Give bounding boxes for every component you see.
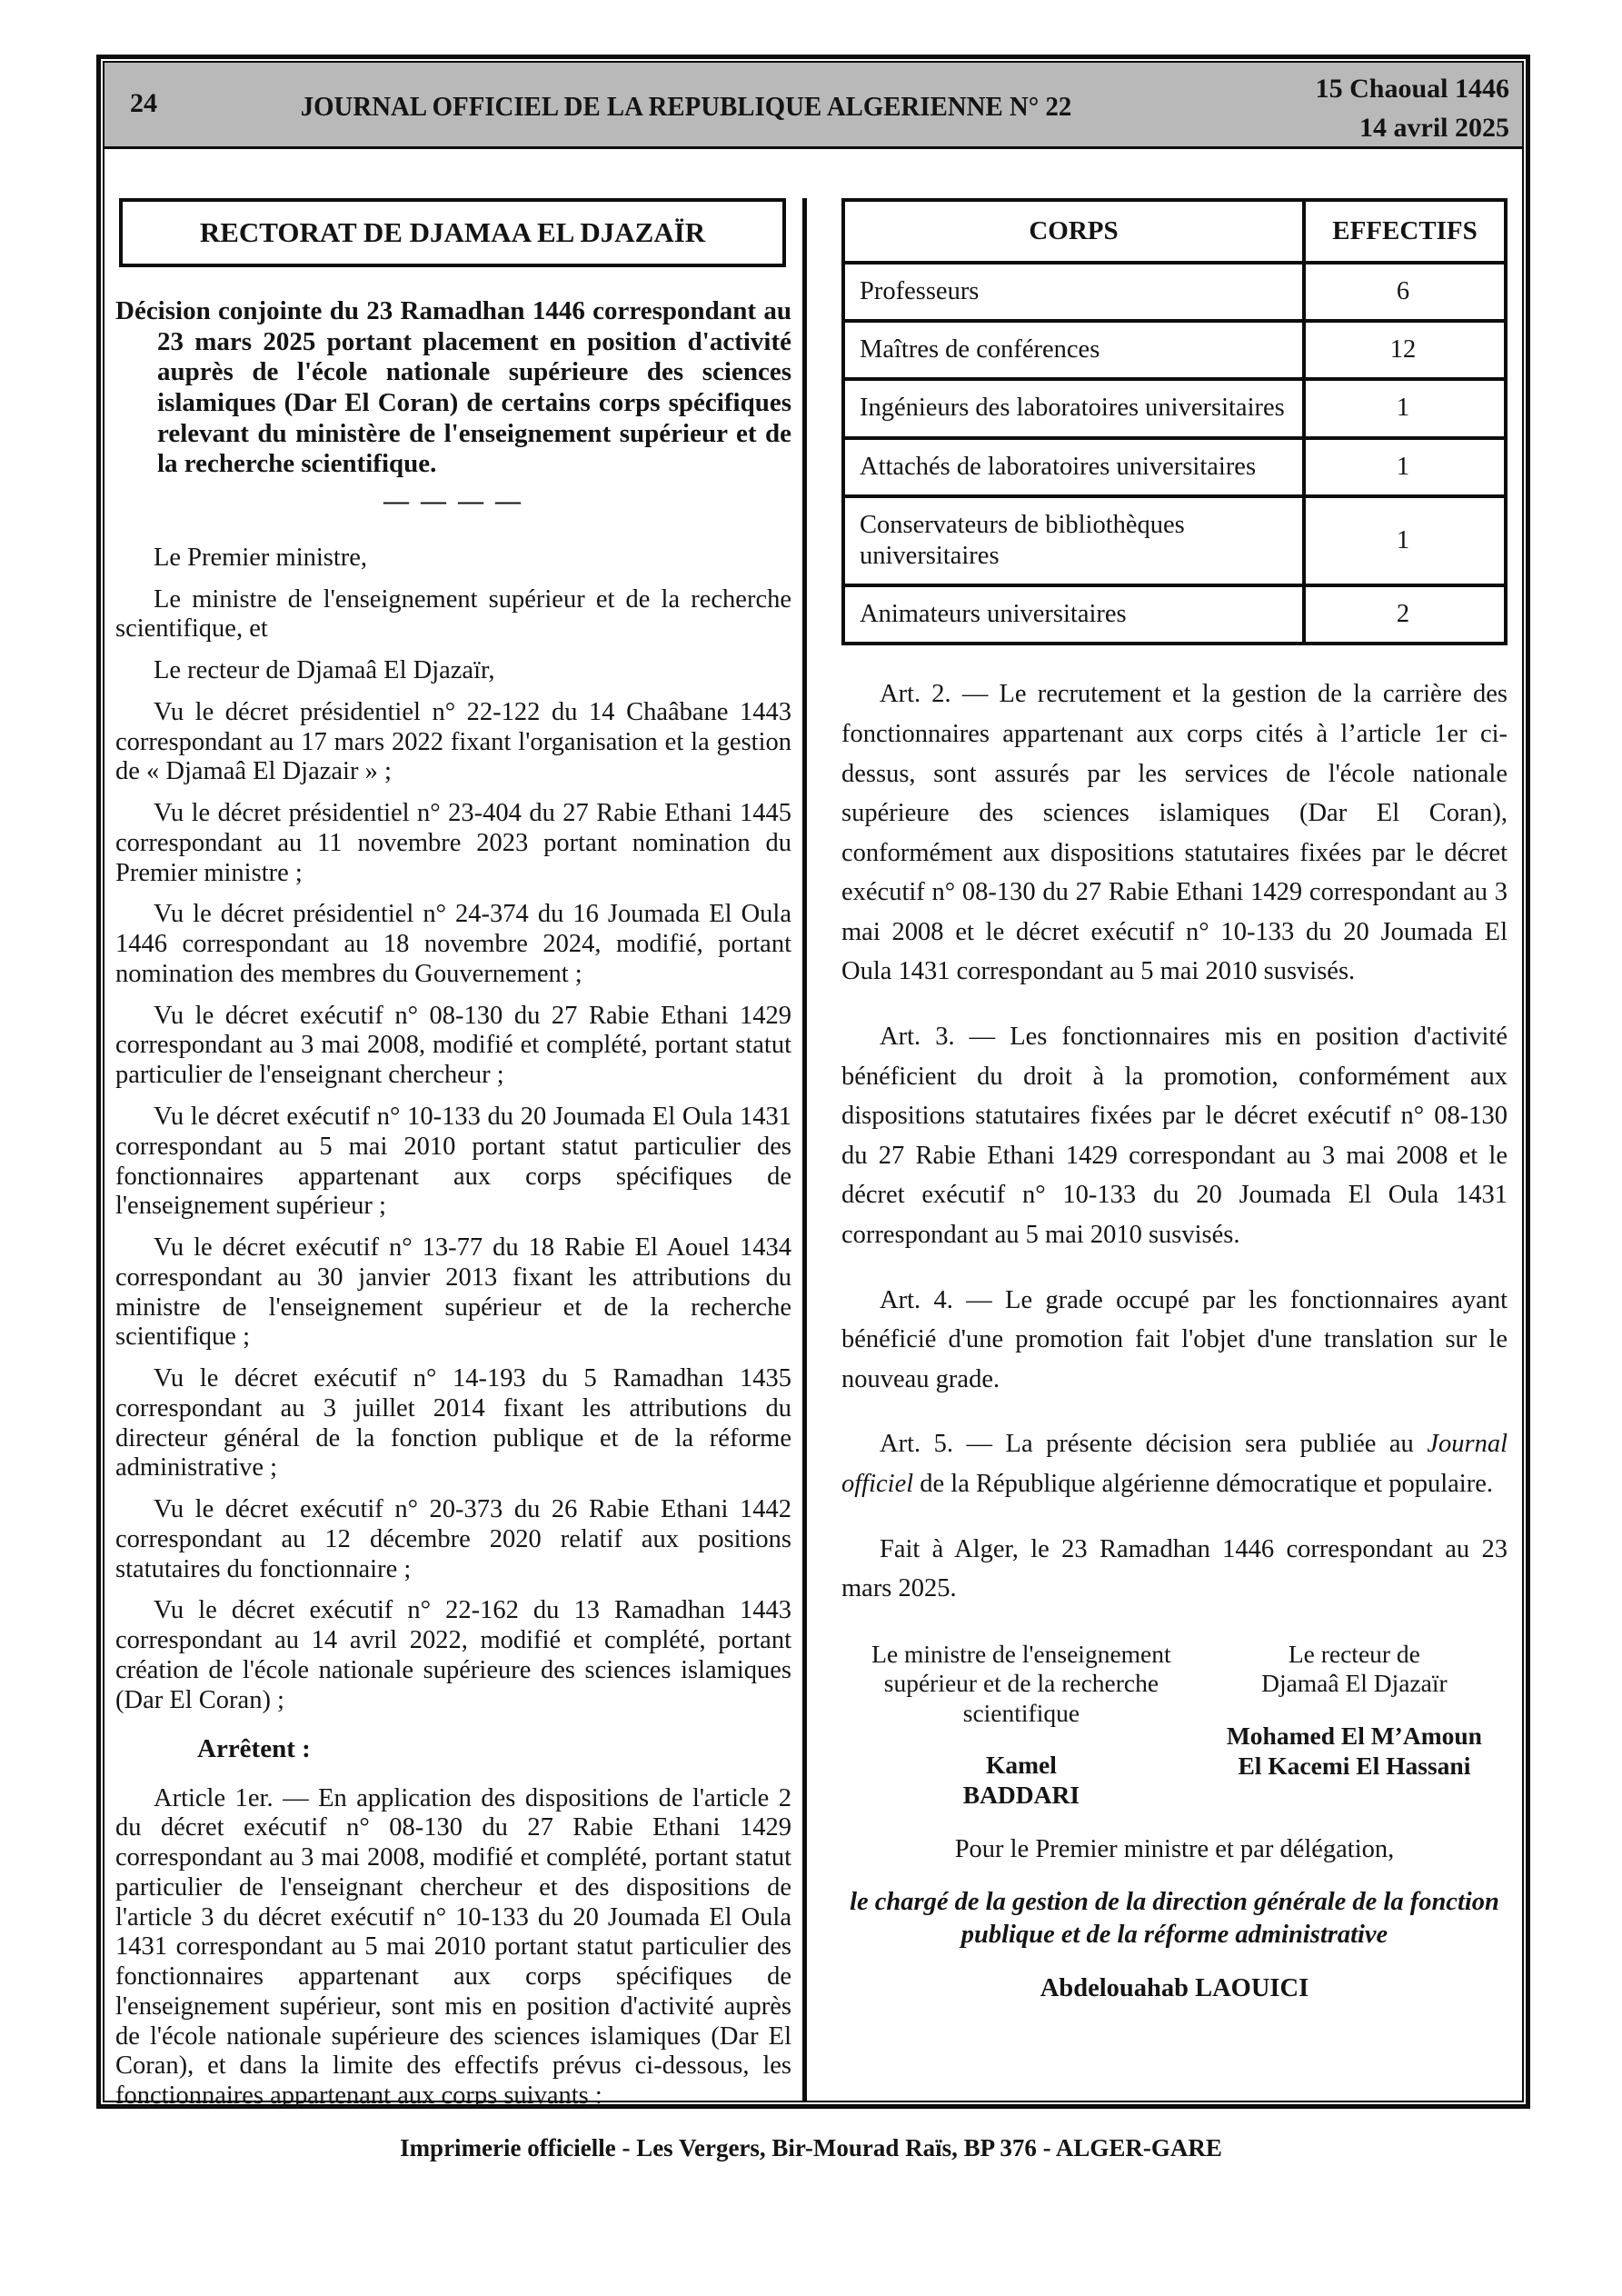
article-5 — [841, 1424, 1508, 1503]
signature-minister-title: Le ministre de l'enseignement supérieur et de la recherche scientifique — [871, 1639, 1171, 1727]
corps-cell: Conservateurs de bibliothèques universitaires — [843, 496, 1304, 585]
effectifs-cell: 1 — [1304, 379, 1506, 437]
visa-paragraph: Vu le décret exécutif n° 08-130 du 27 Rabie Ethani 1429 correspondant au 3 mai 2008, modifié et complété, portant statut particulier de l'enseignant chercheur ; — [115, 1001, 791, 1090]
two-column-layout — [104, 149, 1522, 2111]
signature-rector — [1201, 1640, 1508, 1810]
table-header-effectifs: EFFECTIFS — [1304, 200, 1506, 263]
date-hijri: 15 Chaoual 1446 — [1315, 74, 1509, 104]
signature-rector-name — [1201, 1721, 1508, 1781]
imprint-footer: Imprimerie officielle - Les Vergers, Bir-Mourad Raïs, BP 376 - ALGER-GARE — [400, 2134, 1222, 2161]
table-row — [843, 438, 1506, 496]
date-gregorian: 14 avril 2025 — [1359, 112, 1509, 143]
table-row — [843, 263, 1506, 321]
article-5-text-end: de la République algérienne démocratique et populaire. — [913, 1470, 1493, 1498]
preamble-line: Le ministre de l'enseignement supérieur et de la recherche scientifique, et — [115, 584, 791, 644]
effectifs-cell: 1 — [1304, 496, 1506, 585]
corps-cell: Maîtres de conférences — [843, 321, 1304, 379]
table-row — [843, 496, 1506, 585]
enacting-formula: Arrêtent : — [197, 1733, 311, 1763]
page-border — [96, 55, 1530, 2109]
section-title-box: RECTORAT DE DJAMAA EL DJAZAÏR — [119, 198, 786, 267]
table-row — [843, 585, 1506, 644]
section-separator: — — — — — [383, 486, 523, 515]
signature-name-line: BADDARI — [962, 1781, 1080, 1810]
effectifs-cell: 2 — [1304, 585, 1506, 644]
visa-paragraph: Vu le décret exécutif n° 20-373 du 26 Rabie Ethani 1442 correspondant au 12 décembre 2020 relatif aux positions statutaires du fonctionnaire ; — [115, 1495, 791, 1583]
journal-officiel-italic: Journal officiel — [841, 1430, 1508, 1498]
right-column — [807, 149, 1522, 2101]
journal-masthead — [104, 63, 1522, 149]
visa-paragraph: Vu le décret exécutif n° 10-133 du 20 Joumada El Oula 1431 correspondant au 5 mai 2010 portant statut particulier des fonctionnaires appartenant aux corps spécifiques de l'enseignement supérieur ; — [115, 1103, 791, 1221]
signature-minister-name — [841, 1750, 1201, 1810]
signature-title-line: Le recteur de — [1288, 1639, 1420, 1668]
signature-name-line: Mohamed El M’Amoun — [1226, 1721, 1482, 1750]
effectifs-cell: 6 — [1304, 263, 1506, 321]
dateline: Fait à Alger, le 23 Ramadhan 1446 correspondant au 23 mars 2025. — [841, 1534, 1508, 1603]
page-border-inner — [103, 61, 1524, 2111]
visa-paragraph: Vu le décret présidentiel n° 23-404 du 27 Rabie Ethani 1445 correspondant au 11 novembre 2023 portant nomination du Premier ministre ; — [115, 799, 791, 887]
signature-minister — [841, 1640, 1201, 1810]
table-header-row — [843, 200, 1506, 263]
signature-name-line: Kamel — [985, 1751, 1057, 1780]
page-number: 24 — [130, 88, 157, 118]
table-header-corps: CORPS — [843, 200, 1304, 263]
preamble-line: Le Premier ministre, — [154, 543, 368, 572]
delegation-line: Pour le Premier ministre et par délégation, — [954, 1835, 1395, 1864]
signature-block — [841, 1640, 1508, 1810]
signature-rector-title — [1218, 1640, 1490, 1699]
visa-paragraph: Vu le décret exécutif n° 13-77 du 18 Rabie El Aouel 1434 correspondant au 30 janvier 2013 fixant les attributions du ministre de l'enseignement supérieur et de la recherche scientifique ; — [115, 1233, 791, 1352]
left-column — [104, 149, 802, 2111]
table-row — [843, 321, 1506, 379]
corps-cell: Professeurs — [843, 263, 1304, 321]
effectifs-cell: 12 — [1304, 321, 1506, 379]
effectifs-cell: 1 — [1304, 438, 1506, 496]
article-4: Art. 4. — Le grade occupé par les fonctionnaires ayant bénéficié d'une promotion fait l'objet d'une translation sur le nouveau grade. — [841, 1285, 1508, 1393]
corps-cell: Attachés de laboratoires universitaires — [843, 438, 1304, 496]
corps-cell: Ingénieurs des laboratoires universitaires — [843, 379, 1304, 437]
effectifs-table — [841, 198, 1508, 645]
issue-dates — [1316, 70, 1509, 147]
article-2: Art. 2. — Le recrutement et la gestion de la carrière des fonctionnaires appartenant aux corps cités à l’article 1er ci-dessus, sont assurés par les services de l'école nationale supérieure des sciences islamiques (Dar El Coran), conformément aux dispositions statutaires fixées par le décret exécutif n° 08-130 du 27 Rabie Ethani 1429 correspondant au 3 mai 2008 et le décret exécutif n° 10-133 du 20 Joumada El Oula 1431 correspondant au 5 mai 2010 susvisés. — [841, 680, 1508, 986]
visa-paragraph: Vu le décret exécutif n° 14-193 du 5 Ramadhan 1435 correspondant au 3 juillet 2014 fixant les attributions du directeur général de la fonction publique et de la réforme administrative ; — [115, 1364, 791, 1482]
journal-title: JOURNAL OFFICIEL DE LA REPUBLIQUE ALGERIENNE N° 22 — [300, 90, 1072, 122]
corps-cell: Animateurs universitaires — [843, 585, 1304, 644]
visa-paragraph: Vu le décret présidentiel n° 24-374 du 16 Joumada El Oula 1446 correspondant au 18 novembre 2024, modifié, portant nomination des membres du Gouvernement ; — [115, 900, 791, 988]
delegate-name: Abdelouahab LAOUICI — [1040, 1974, 1309, 2003]
signature-title-line: Djamaâ El Djazaïr — [1261, 1669, 1448, 1698]
preamble-line: Le recteur de Djamaâ El Djazaïr, — [154, 656, 495, 685]
visa-paragraph: Vu le décret présidentiel n° 22-122 du 14 Chaâbane 1443 correspondant au 17 mars 2022 fixant l'organisation et la gestion de « Djamaâ El Djazair » ; — [115, 697, 791, 786]
visa-paragraph: Vu le décret exécutif n° 22-162 du 13 Ramadhan 1443 correspondant au 14 avril 2022, modifié et complété, portant création de l'école nationale supérieure des sciences islamiques (Dar El Coran) ; — [115, 1596, 791, 1714]
decision-heading: Décision conjointe du 23 Ramadhan 1446 correspondant au 23 mars 2025 portant placement en position d'activité auprès de l'école nationale supérieure des sciences islamiques (Dar El Coran) de certains corps spécifiques relevant du ministère de l'enseignement supérieur et de la recherche scientifique. — [115, 296, 791, 479]
table-row — [843, 379, 1506, 437]
article-3: Art. 3. — Les fonctionnaires mis en position d'activité bénéficient du droit à la promotion, conformément aux dispositions statutaires fixées par le décret exécutif n° 08-130 du 27 Rabie Ethani 1429 correspondant au 3 mai 2008 et le décret exécutif n° 10-133 du 20 Joumada El Oula 1431 correspondant au 5 mai 2010 susvisés. — [841, 1023, 1508, 1250]
delegate-title: le chargé de la gestion de la direction générale de la fonction publique et de la réforme administrative — [850, 1888, 1499, 1949]
article-1: Article 1er. — En application des dispositions de l'article 2 du décret exécutif n° 08-130 du 27 Rabie Ethani 1429 correspondant au 3 mai 2008, modifié et complété, portant statut particulier de l'enseignant chercheur et des dispositions de l'article 3 du décret exécutif n° 10-133 du 20 Joumada El Oula 1431 correspondant au 5 mai 2010 portant statut particulier des fonctionnaires appartenant aux corps spécifiques de l'enseignement supérieur, sont mis en position d'activité auprès de l'école nationale supérieure des sciences islamiques (Dar El Coran), et dans la limite des effectifs prévus ci-dessous, les fonctionnaires appartenant aux corps suivants : — [115, 1783, 791, 2111]
signature-name-line: El Kacemi El Hassani — [1238, 1751, 1471, 1780]
article-5-text: Art. 5. — La présente décision sera publiée au — [880, 1430, 1428, 1459]
